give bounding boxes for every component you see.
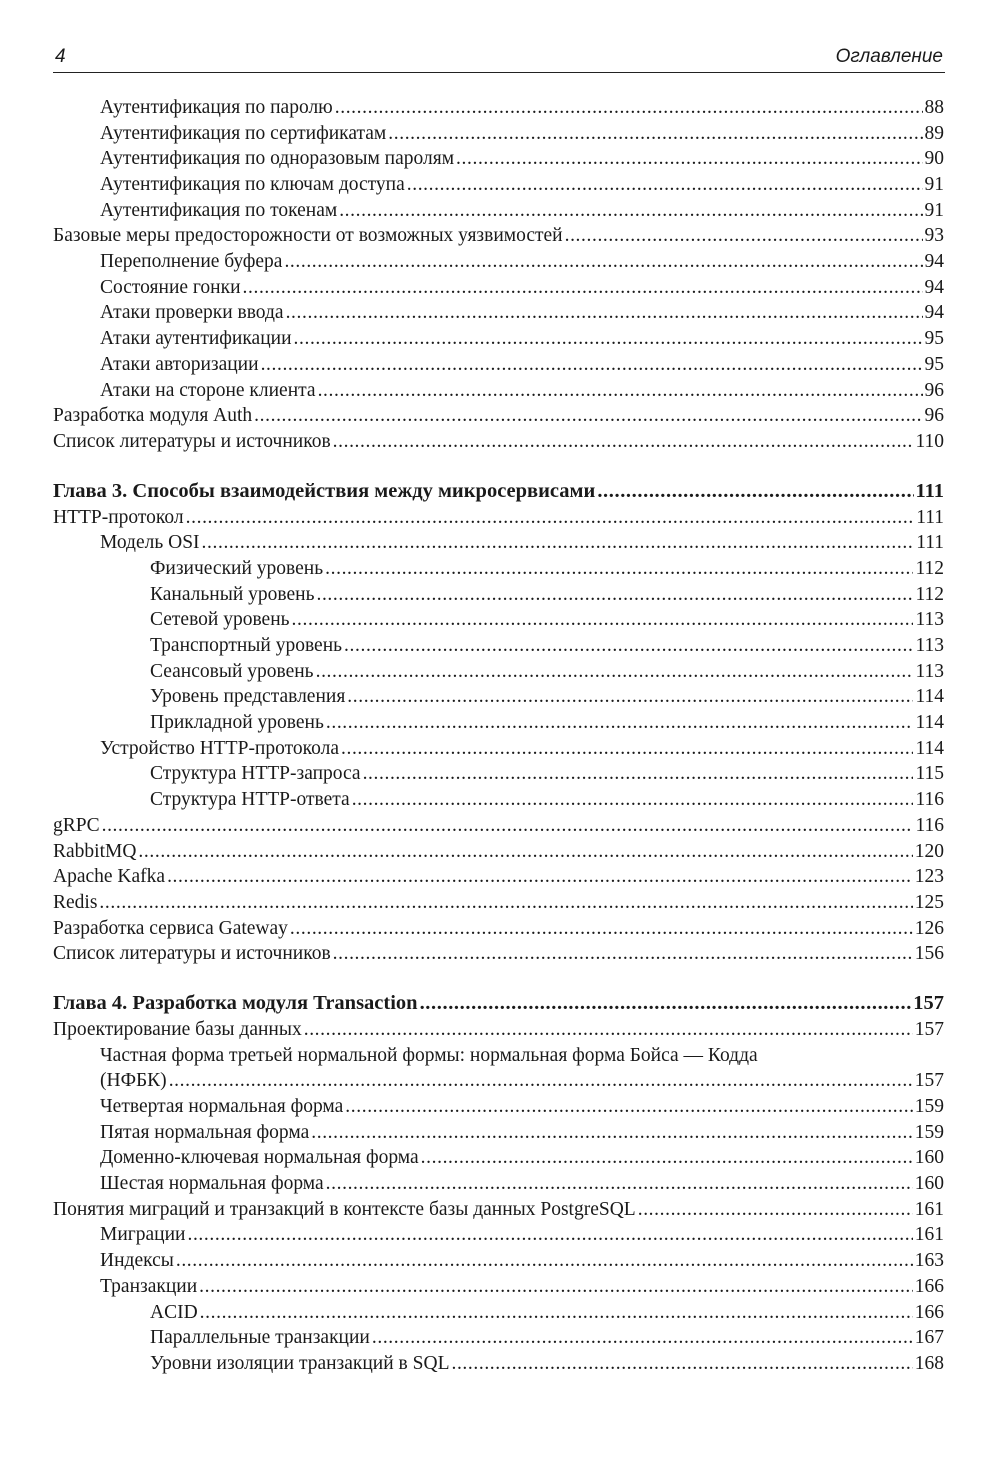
toc-entry-title-line1: Частная форма третьей нормальной формы: нормальная форма Бойса — Кодда — [100, 1044, 758, 1066]
toc-entry — [53, 378, 944, 404]
toc-entry — [53, 762, 944, 788]
dot-leader — [316, 659, 914, 685]
toc-entry — [53, 275, 944, 301]
toc-entry — [53, 1145, 944, 1171]
dot-leader — [186, 505, 915, 531]
dot-leader — [388, 121, 922, 147]
toc-entry-page: 90 — [924, 148, 944, 170]
toc-entry — [53, 582, 944, 608]
dot-leader — [333, 941, 913, 967]
toc-entry-title: Физический уровень — [150, 557, 324, 579]
toc-entry — [53, 941, 944, 967]
toc-entry-title: Разработка сервиса Gateway — [53, 917, 288, 939]
dot-leader — [316, 582, 913, 608]
toc-entry-page: 166 — [914, 1275, 944, 1297]
toc-entry-title: Уровень представления — [150, 686, 346, 708]
toc-entry — [53, 1351, 944, 1377]
dot-leader — [339, 198, 922, 224]
toc-entry — [53, 1223, 944, 1249]
toc-entry-title: Атаки на стороне клиента — [100, 379, 316, 401]
toc-entry — [53, 121, 944, 147]
toc-entry-page: 160 — [914, 1173, 944, 1195]
toc-entry-page: 111 — [916, 532, 944, 554]
toc-entry-page: 120 — [914, 840, 944, 862]
toc-entry — [53, 1017, 944, 1043]
toc-entry — [53, 223, 944, 249]
toc-entry-title: Аутентификация по одноразовым паролям — [100, 148, 455, 170]
dot-leader — [344, 633, 913, 659]
toc-entry-title: Уровни изоляции транзакций в SQL — [150, 1352, 450, 1374]
dot-leader — [456, 146, 922, 172]
toc-entry-title: Транзакции — [100, 1275, 198, 1297]
toc-entry — [53, 864, 944, 890]
dot-leader — [167, 864, 913, 890]
dot-leader — [99, 890, 912, 916]
dot-leader — [304, 1017, 913, 1043]
toc-entry-page: 156 — [914, 943, 944, 965]
toc-entry — [53, 403, 944, 429]
toc-entry-page: 95 — [924, 328, 944, 350]
toc-entry-title: Структура HTTP-ответа — [150, 789, 350, 811]
toc-entry-title: Аутентификация по ключам доступа — [100, 174, 405, 196]
toc-entry-title: Модель OSI — [100, 532, 200, 554]
dot-leader — [565, 223, 923, 249]
toc-entry — [53, 530, 944, 556]
toc-entry-page: 89 — [924, 122, 944, 144]
toc-entry-page: 163 — [914, 1250, 944, 1272]
toc-entry — [53, 787, 944, 813]
dot-leader — [352, 787, 914, 813]
toc-entry-page: 113 — [915, 660, 944, 682]
toc-entry-title: Переполнение буфера — [100, 251, 283, 273]
toc-entry-title: Список литературы и источников — [53, 943, 331, 965]
dot-leader — [292, 607, 914, 633]
dot-leader — [176, 1248, 913, 1274]
toc-entry-title: Понятия миграций и транзакций в контексте базы данных PostgreSQL — [53, 1198, 636, 1220]
toc-entry-page: 157 — [914, 1018, 944, 1040]
toc-entry — [53, 505, 944, 531]
toc-entry-title: Устройство HTTP-протокола — [100, 737, 339, 759]
toc-entry — [53, 352, 944, 378]
toc-entry-title: Четвертая нормальная форма — [100, 1096, 344, 1118]
toc-entry-page: 112 — [915, 583, 944, 605]
toc-entry-title: Шестая нормальная форма — [100, 1173, 324, 1195]
toc-entry-page: 161 — [914, 1198, 944, 1220]
toc-entry-title: Состояние гонки — [100, 276, 241, 298]
toc-entry — [53, 839, 944, 865]
dot-leader — [286, 300, 923, 326]
dot-leader — [326, 1171, 913, 1197]
dot-leader — [325, 556, 913, 582]
toc-entry — [53, 556, 944, 582]
spacer — [53, 455, 944, 477]
toc-entry — [53, 1120, 944, 1146]
toc-entry — [53, 429, 944, 455]
toc-entry-title: Сеансовый уровень — [150, 660, 314, 682]
toc-entry-page: 93 — [924, 225, 944, 247]
toc-entry-title: Redis — [53, 891, 98, 913]
dot-leader — [335, 95, 923, 121]
toc-entry-page: 94 — [924, 251, 944, 273]
toc-entry-title: Индексы — [100, 1250, 174, 1272]
dot-leader — [138, 839, 912, 865]
chapter-heading — [53, 477, 944, 505]
chapter-heading — [53, 989, 944, 1017]
toc-entry-page: 94 — [924, 302, 944, 324]
toc-entry-page: 160 — [914, 1147, 944, 1169]
toc-entry — [53, 1274, 944, 1300]
toc-entry-page: 166 — [914, 1301, 944, 1323]
toc-entry-title: Транспортный уровень — [150, 635, 343, 657]
toc-entry — [53, 1068, 944, 1094]
toc-entry-page: 159 — [914, 1096, 944, 1118]
dot-leader — [333, 429, 914, 455]
dot-leader — [363, 761, 914, 787]
toc-entry-page: 114 — [915, 686, 944, 708]
toc-entry-page: 91 — [924, 174, 944, 196]
toc-entry-title: Список литературы и источников — [53, 430, 331, 452]
toc-entry — [53, 736, 944, 762]
toc-entry-title: Базовые меры предосторожности от возможных уязвимостей — [53, 225, 563, 247]
toc-entry — [53, 249, 944, 275]
toc-entry-page: 113 — [915, 635, 944, 657]
dot-leader — [451, 1351, 912, 1377]
toc-entry — [53, 146, 944, 172]
toc-entry — [53, 1197, 944, 1223]
toc-entry-page: 116 — [915, 814, 944, 836]
dot-leader — [318, 378, 923, 404]
toc-entry — [53, 1300, 944, 1326]
toc-entry-page: 110 — [915, 430, 944, 452]
dot-leader — [341, 736, 913, 762]
toc-entry-title: RabbitMQ — [53, 840, 137, 862]
dot-leader — [284, 249, 922, 275]
dot-leader — [420, 989, 912, 1017]
toc-entry — [53, 326, 944, 352]
toc-entry-page: 114 — [915, 712, 944, 734]
toc-entry — [53, 1248, 944, 1274]
dot-leader — [243, 275, 923, 301]
toc-entry-title: Проектирование базы данных — [53, 1018, 302, 1040]
toc-entry-page: 161 — [914, 1224, 944, 1246]
toc-entry-title: Сетевой уровень — [150, 609, 290, 631]
toc-entry-title: Аутентификация по токенам — [100, 199, 338, 221]
page-number: 4 — [55, 46, 66, 67]
toc-entry-page: 88 — [924, 96, 944, 118]
toc-entry-title: ACID — [150, 1301, 198, 1323]
toc-entry-page: 111 — [916, 506, 944, 528]
toc-entry — [53, 633, 944, 659]
toc-entry — [53, 95, 944, 121]
dot-leader — [347, 684, 913, 710]
toc-entry-page: 126 — [914, 917, 944, 939]
dot-leader — [311, 1120, 913, 1146]
toc-entry-page: 94 — [924, 276, 944, 298]
toc-entry-page: 114 — [915, 737, 944, 759]
toc-entry-title: gRPC — [53, 814, 100, 836]
toc-entry-page: 113 — [915, 609, 944, 631]
toc-entry — [53, 172, 944, 198]
toc-entry — [53, 916, 944, 942]
toc-entry-page: 112 — [915, 557, 944, 579]
toc-entry — [53, 659, 944, 685]
toc-entry — [53, 1325, 944, 1351]
dot-leader — [202, 530, 915, 556]
toc-entry-page: 96 — [924, 405, 944, 427]
toc-entry-title: Атаки проверки ввода — [100, 302, 284, 324]
toc-entry-page: 168 — [914, 1352, 944, 1374]
toc-entry-title: Миграции — [100, 1224, 186, 1246]
dot-leader — [345, 1094, 912, 1120]
chapter-page: 157 — [913, 992, 944, 1014]
toc-entry-page: 96 — [924, 379, 944, 401]
toc-entry-title-line2: (НФБК) — [100, 1070, 167, 1092]
toc-entry — [53, 1171, 944, 1197]
toc-entry-title: Аутентификация по сертификатам — [100, 122, 387, 144]
toc-entry-title: Пятая нормальная форма — [100, 1121, 310, 1143]
dot-leader — [199, 1274, 913, 1300]
toc-entry-page: 91 — [924, 199, 944, 221]
dot-leader — [261, 352, 923, 378]
toc-entry — [53, 813, 944, 839]
toc-entry-title: Атаки аутентификации — [100, 328, 292, 350]
toc-entry — [53, 684, 944, 710]
page-header — [53, 40, 945, 73]
toc-entry-title: Разработка модуля Auth — [53, 405, 253, 427]
dot-leader — [372, 1325, 913, 1351]
toc-entry-page: 125 — [914, 891, 944, 913]
toc-entry-page: 167 — [914, 1327, 944, 1349]
toc-entry — [53, 301, 944, 327]
dot-leader — [326, 710, 914, 736]
toc-entry-page: 116 — [915, 789, 944, 811]
chapter-title: Глава 4. Разработка модуля Transaction — [53, 992, 418, 1014]
dot-leader — [638, 1197, 913, 1223]
toc-entry-title: Прикладной уровень — [150, 712, 324, 734]
toc-entry-title: Доменно-ключевая нормальная форма — [100, 1147, 419, 1169]
dot-leader — [421, 1145, 913, 1171]
dot-leader — [294, 326, 923, 352]
dot-leader — [407, 172, 923, 198]
dot-leader — [102, 813, 914, 839]
toc-entry-title: Канальный уровень — [150, 583, 315, 605]
toc-entry-title: Структура HTTP-запроса — [150, 763, 361, 785]
toc-entry-title: Атаки авторизации — [100, 353, 259, 375]
running-title: Оглавление — [835, 46, 943, 67]
toc-entry — [53, 890, 944, 916]
dot-leader — [169, 1068, 913, 1094]
toc-entry-page: 95 — [924, 353, 944, 375]
table-of-contents — [53, 95, 944, 1377]
dot-leader — [254, 403, 922, 429]
dot-leader — [200, 1300, 913, 1326]
dot-leader — [290, 916, 913, 942]
toc-entry-page: 123 — [914, 866, 944, 888]
toc-entry-title: Apache Kafka — [53, 866, 166, 888]
chapter-title: Глава 3. Способы взаимодействия между микросервисами — [53, 479, 596, 502]
toc-entry-title: Аутентификация по паролю — [100, 96, 333, 118]
toc-entry-page: 157 — [914, 1070, 944, 1092]
toc-entry — [53, 1094, 944, 1120]
toc-entry — [53, 607, 944, 633]
chapter-page: 111 — [915, 479, 944, 502]
toc-entry — [53, 710, 944, 736]
toc-entry-title: HTTP-протокол — [53, 506, 184, 528]
toc-entry-page: 159 — [914, 1121, 944, 1143]
dot-leader — [597, 477, 913, 505]
toc-entry — [53, 198, 944, 224]
spacer — [53, 967, 944, 989]
toc-entry-title: Параллельные транзакции — [150, 1327, 370, 1349]
toc-entry-page: 115 — [915, 763, 944, 785]
dot-leader — [187, 1222, 912, 1248]
